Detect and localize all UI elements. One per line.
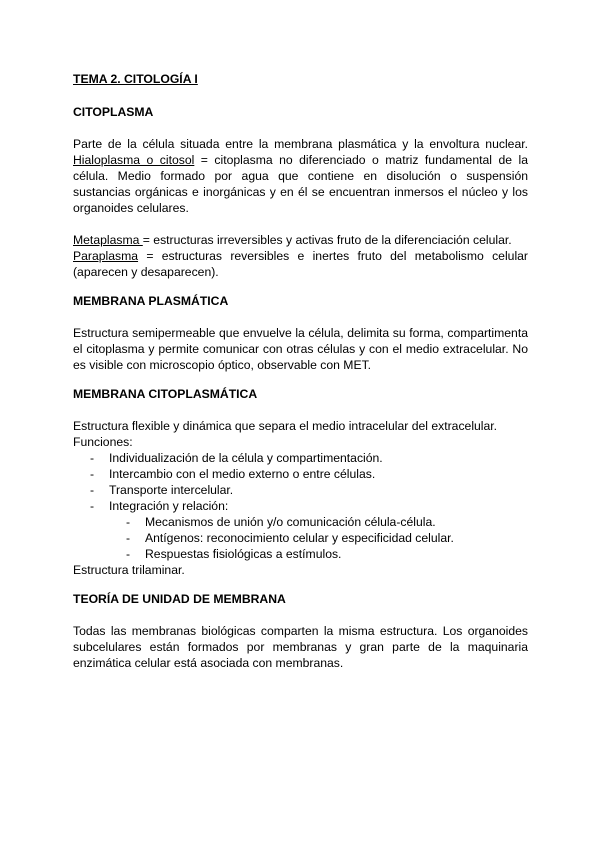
section-heading-teoria: TEORÍA DE UNIDAD DE MEMBRANA	[73, 592, 286, 606]
document-title: TEMA 2. CITOLOGÍA I	[73, 72, 198, 86]
citoplasma-definition: Parte de la célula situada entre la membrana plasmática y la envoltura nuclear.	[73, 137, 528, 151]
paragraph-citoplasma	[73, 136, 528, 216]
paraplasma-definition: = estructuras reversibles e inertes fruto del metabolismo celular (aparecen y desaparecen).	[73, 249, 528, 279]
section-heading-membrana-plasmatica: MEMBRANA PLASMÁTICA	[73, 294, 229, 308]
sub-list-item: - Mecanismos de unión y/o comunicación célula-célula.	[126, 515, 436, 529]
subfunctions-list	[109, 514, 528, 562]
paragraph-membrana-citoplasmatica: Estructura flexible y dinámica que separa el medio intracelular del extracelular.	[73, 419, 498, 433]
term-paraplasma: Paraplasma	[73, 249, 139, 263]
section-heading-citoplasma: CITOPLASMA	[73, 105, 154, 119]
list-dash: -	[126, 531, 131, 545]
paragraph-metaplasma	[73, 232, 528, 248]
list-dash: -	[126, 547, 131, 561]
closing-line: Estructura trilaminar.	[73, 563, 185, 577]
list-dash: -	[90, 483, 95, 497]
list-item: - Intercambio con el medio externo o entre células.	[90, 467, 376, 481]
sub-list-item: - Respuestas fisiológicas a estímulos.	[126, 547, 342, 561]
list-dash: -	[90, 451, 95, 465]
paragraph-paraplasma	[73, 248, 528, 280]
document-content	[73, 72, 528, 671]
list-dash: -	[126, 515, 131, 529]
sub-list-item: - Antígenos: reconocimiento celular y especificidad celular.	[126, 531, 454, 545]
paragraph-teoria: Todas las membranas biológicas comparten la misma estructura. Los organoides subcelulares están formados por membranas y gran parte de la maquinaria enzimática celular está asociada con membranas.	[73, 624, 528, 670]
list-item: - Transporte intercelular.	[90, 483, 234, 497]
list-dash: -	[90, 499, 95, 513]
metaplasma-definition: = estructuras irreversibles y activas fruto de la diferenciación celular.	[142, 233, 512, 247]
funciones-label: Funciones:	[73, 435, 133, 449]
term-hialoplasma: Hialoplasma o citosol	[73, 153, 195, 167]
list-dash: -	[90, 467, 95, 481]
term-metaplasma: Metaplasma	[73, 233, 143, 247]
paragraph-membrana-plasmatica: Estructura semipermeable que envuelve la célula, delimita su forma, compartimenta el citoplasma y permite comunicar con otras células y con el medio extracelular. No es visible con microscopio óptico, observable con MET.	[73, 326, 528, 372]
section-heading-membrana-citoplasmatica: MEMBRANA CITOPLASMÁTICA	[73, 387, 258, 401]
list-item: - Integración y relación: - Mecanismos de unión y/o comunicación célula-célula. - Antígenos: reconocimiento celular y especificidad celular. - Respuestas fisiológicas a estímulos.	[73, 498, 528, 562]
list-item: - Individualización de la célula y compartimentación.	[90, 451, 383, 465]
functions-list	[73, 450, 528, 562]
hialoplasma-definition: = citoplasma no diferenciado o matriz fundamental de la célula. Medio formado por agua que contiene en disolución o suspensión sustancias orgánicas e inorgánicas y en él se encuentran inmersos el núcleo y los organoides celulares.	[73, 153, 528, 215]
